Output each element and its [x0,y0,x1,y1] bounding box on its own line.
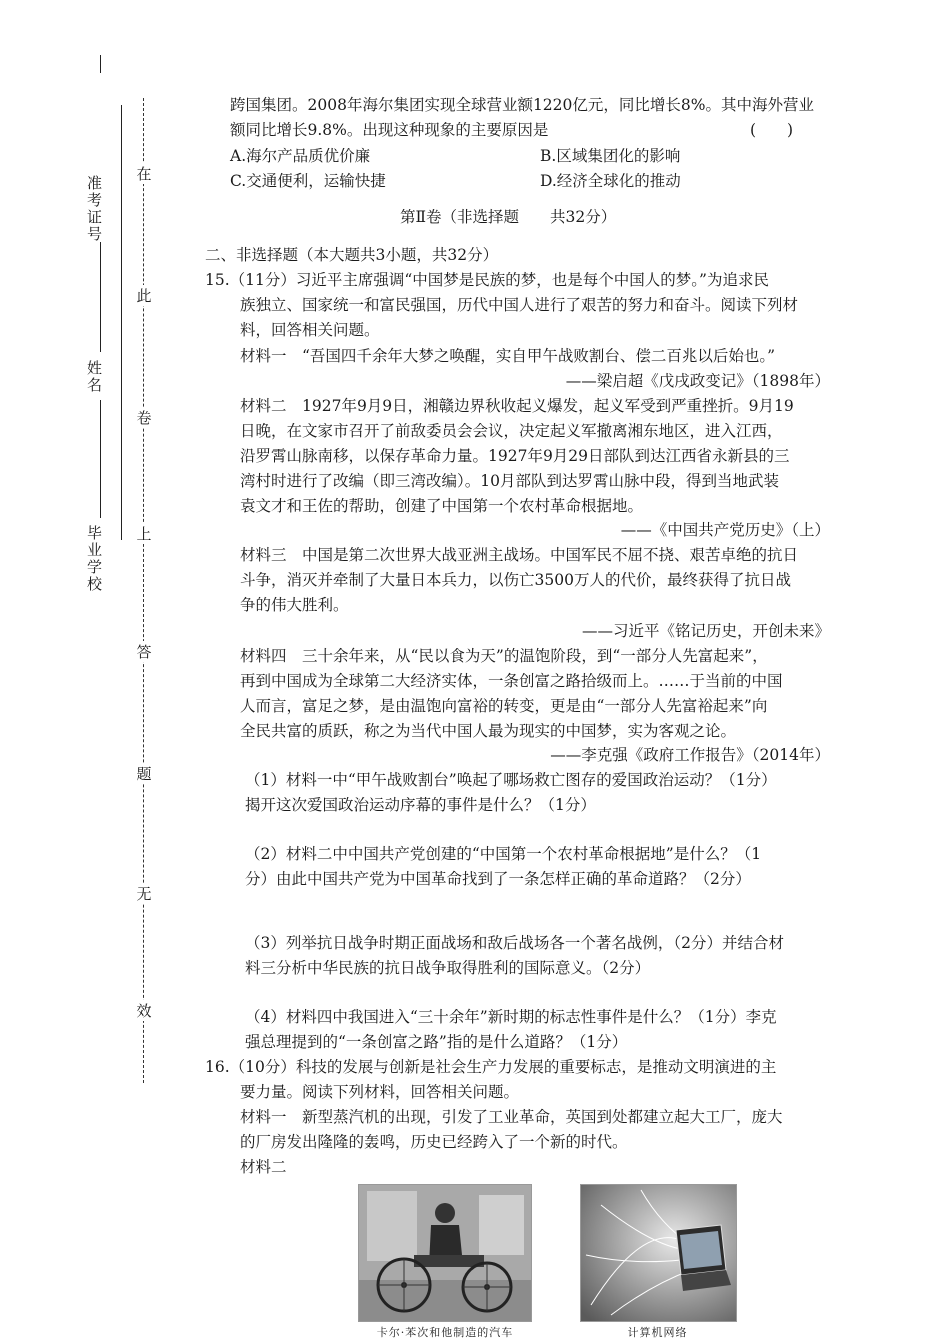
benz-photo-caption: 卡尔·苯次和他制造的汽车 [376,1326,514,1339]
option-d: D.经济全球化的推动 [540,172,681,190]
option-a: A.海尔产品质优价廉 [230,147,371,165]
sub-question-2: （2）材料二中中国共产党创建的“中国第一个农村革命根据地”是什么？（1 [245,845,762,863]
seal-char: 此 [134,285,154,306]
benz-car-image [359,1185,531,1321]
exam-number-line [100,242,101,352]
school-label: 毕业学校 [85,525,103,593]
seal-solid-line [121,105,122,540]
sub-question-2: 分）由此中国共产党为中国革命找到了一条怎样正确的革命道路？（2分） [245,870,751,888]
seal-char: 效 [134,1000,154,1021]
name-label: 姓名 [85,360,103,394]
material-4: 全民共富的质跃，称之为当代中国人最为现实的中国梦，实为客观之论。 [240,722,737,740]
q16-stem: 要力量。阅读下列材料，回答相关问题。 [240,1083,520,1101]
q16-material-2: 材料二 [240,1158,287,1176]
material-3-source: ——习近平《铭记历史，开创未来》 [581,622,830,640]
binding-solid-line [100,55,101,73]
sub-question-4: 强总理提到的“一条创富之路”指的是什么道路？（1分） [245,1033,628,1051]
sub-question-3: （3）列举抗日战争时期正面战场和敌后战场各一个著名战例，（2分）并结合材 [245,934,784,952]
sub-question-4: （4）材料四中我国进入“三十余年”新时期的标志性事件是什么？（1分）李克 [245,1008,777,1026]
material-1-source: ——梁启超《戊戌政变记》（1898年） [565,372,830,390]
material-4: 人而言，富足之梦，是由温饱向富裕的转变，更是由“一部分人先富裕起来”向 [240,697,768,715]
material-2-source: ——《中国共产党历史》（上） [620,521,830,539]
seal-char: 无 [134,883,154,904]
section-heading: 二、非选择题（本大题共3小题，共32分） [205,246,499,264]
q14-line: 跨国集团。2008年海尔集团实现全球营业额1220亿元，同比增长8%。其中海外营业 [230,96,814,114]
material-2: 沿罗霄山脉南移，以保存革命力量。1927年9月29日部队到达江西省永新县的三 [240,447,790,465]
q15-stem: 族独立、国家统一和富民强国，历代中国人进行了艰苦的努力和奋斗。阅读下列材 [240,296,799,314]
material-2: 材料二 1927年9月9日，湘赣边界秋收起义爆发，起义军受到严重挫折。9月19 [240,397,794,415]
sub-question-1: （1）材料一中“甲午战败割台”唤起了哪场救亡图存的爱国政治运动？（1分） [245,771,777,789]
exam-number-label: 准考证号 [85,175,103,243]
option-b: B.区域集团化的影响 [540,147,681,165]
material-2: 袁文才和王佐的帮助，创建了中国第一个农村革命根据地。 [240,497,644,515]
seal-char: 题 [134,763,154,784]
q15-stem: 15.（11分）习近平主席强调“中国梦是民族的梦，也是每个中国人的梦。”为追求民 [205,271,769,289]
seal-dashed-line [143,98,144,1083]
seal-char: 答 [134,641,154,662]
material-3: 争的伟大胜利。 [240,596,349,614]
option-c: C.交通便利，运输快捷 [230,172,386,190]
laptop-network-image [581,1185,736,1321]
sub-question-3: 料三分析中华民族的抗日战争取得胜利的国际意义。（2分） [245,959,651,977]
material-4: 材料四 三十余年来，从“民以食为天”的温饱阶段，到“一部分人先富起来”， [240,647,768,665]
seal-char: 卷 [134,407,154,428]
q15-stem: 料，回答相关问题。 [240,321,380,339]
computer-network-photo [580,1184,737,1322]
network-photo-caption: 计算机网络 [627,1326,688,1339]
q16-material-1: 材料一 新型蒸汽机的出现，引发了工业革命，英国到处都建立起大工厂，庞大 [240,1108,783,1126]
sub-question-1: 揭开这次爱国政治运动序幕的事件是什么？（1分） [245,796,596,814]
q14-line: 额同比增长9.8%。出现这种现象的主要原因是 [230,121,549,139]
material-2: 湾村时进行了改编（即三湾改编）。10月部队到达罗霄山脉中段，得到当地武装 [240,472,779,490]
material-4-source: ——李克强《政府工作报告》（2014年） [550,746,830,764]
seal-char: 上 [134,523,154,544]
answer-paren: ( ) [750,121,794,139]
benz-car-photo [358,1184,532,1322]
material-4: 再到中国成为全球第二大经济实体，一条创富之路拾级而上。……于当前的中国 [240,672,783,690]
q16-material-1: 的厂房发出隆隆的轰鸣，历史已经跨入了一个新的时代。 [240,1133,628,1151]
name-line [100,400,101,518]
material-3: 斗争，消灭并牵制了大量日本兵力，以伤亡3500万人的代价，最终获得了抗日战 [240,571,791,589]
material-2: 日晚，在文家市召开了前敌委员会会议，决定起义军撤离湘东地区，进入江西， [240,422,783,440]
q16-stem: 16.（10分）科技的发展与创新是社会生产力发展的重要标志，是推动文明演进的主 [205,1058,777,1076]
material-3: 材料三 中国是第二次世界大战亚洲主战场。中国军民不屈不挠、艰苦卓绝的抗日 [240,546,799,564]
material-1: 材料一 “吾国四千余年大梦之唤醒，实自甲午战败割台、偿二百兆以后始也。” [240,347,776,365]
seal-char: 在 [134,163,154,184]
part-title: 第Ⅱ卷（非选择题 共32分） [400,208,617,226]
